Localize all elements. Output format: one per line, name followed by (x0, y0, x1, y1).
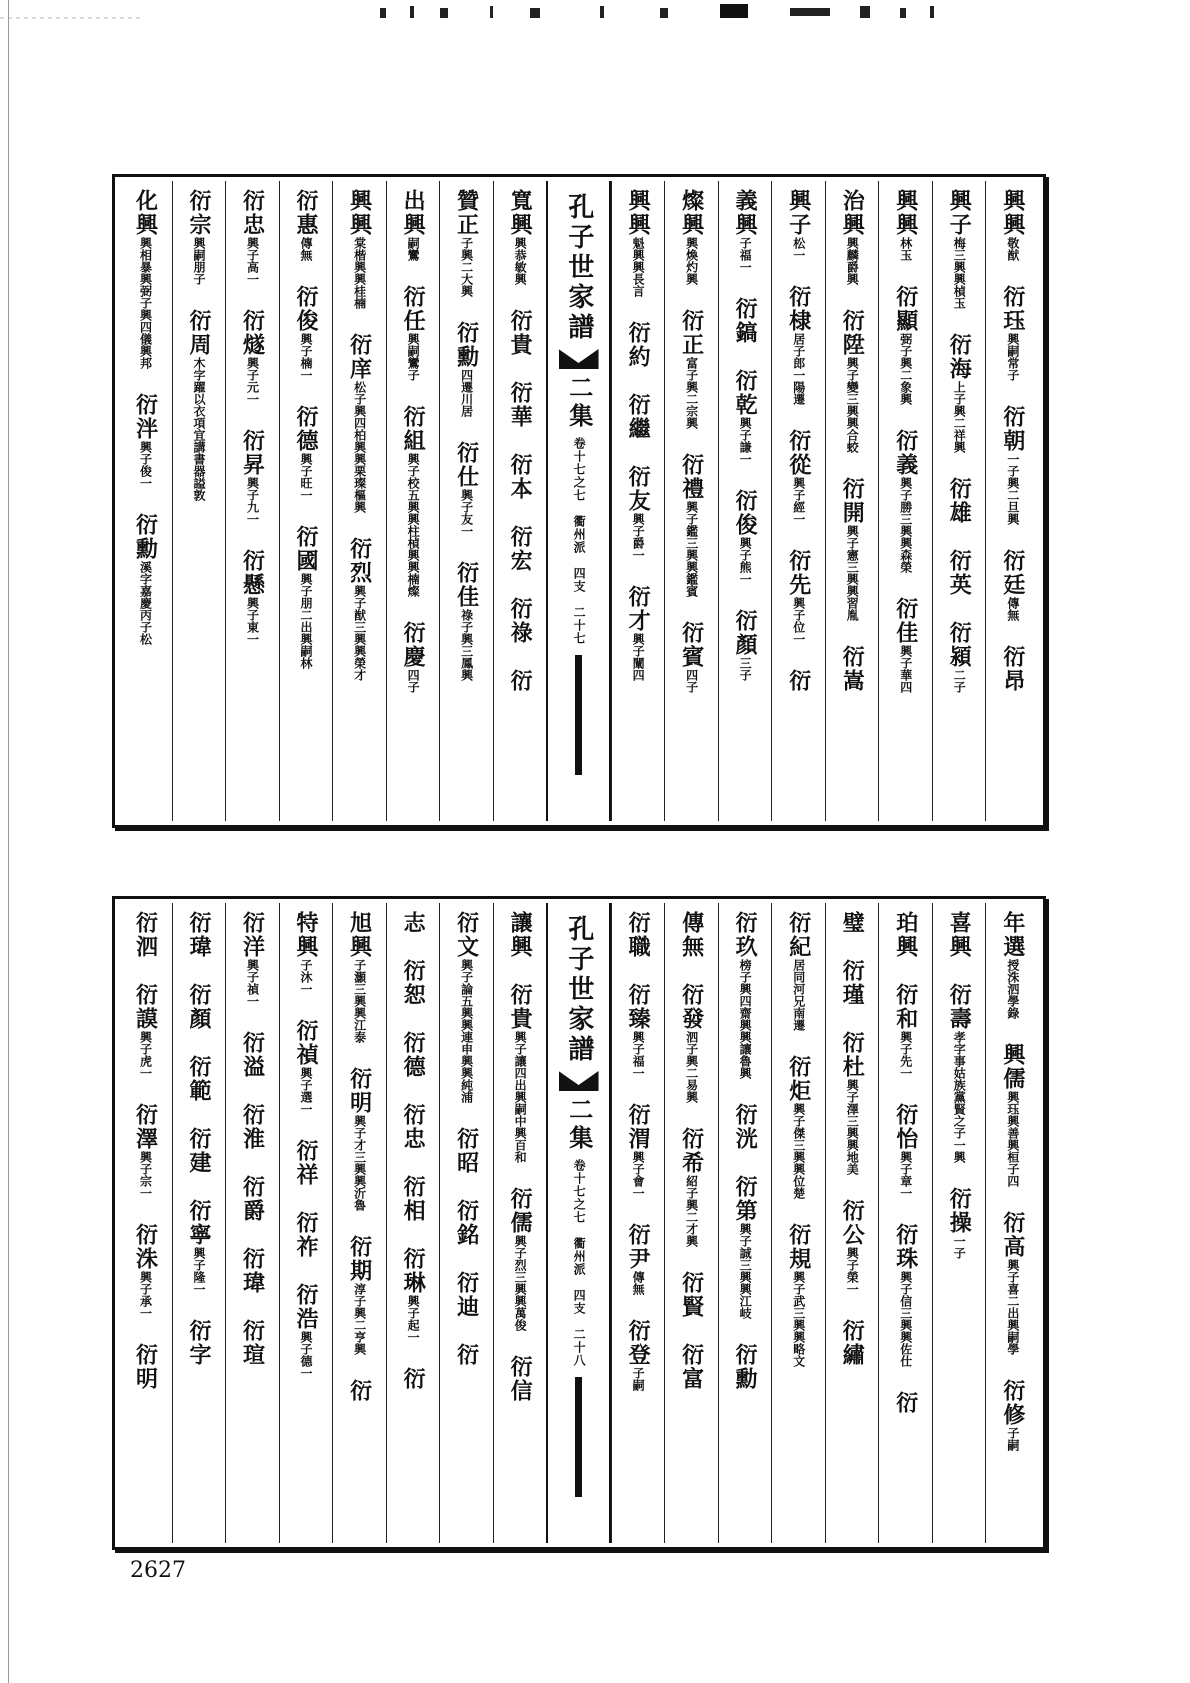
top-column-text: 興子松一 衍棣居子郎一陽遷 衍從興子經一 衍先興子位一 衍 (785, 189, 812, 693)
top-column-15 (172, 181, 226, 821)
top-column-11 (386, 181, 440, 821)
top-column-14 (225, 181, 279, 821)
top-margin-bar (575, 655, 582, 775)
top-fishtail-mark (559, 349, 599, 369)
top-column-13 (279, 181, 333, 821)
bottom-column-10 (439, 903, 493, 1543)
top-column-16 (119, 181, 172, 821)
bottom-column-text: 衍泗 衍謨興子虎一 衍澤興子宗一 衍洙興子承一 衍明 (132, 911, 159, 1391)
bottom-column-text: 璧 衍瑾 衍杜興子澤三興興地美 衍公興子榮一 衍繡 (839, 911, 866, 1367)
bottom-column-text: 衍瑋 衍顏 衍範 衍建 衍寧興子隆一 衍字 (185, 911, 212, 1367)
top-column-text: 贊正子興二大興 衍勳四遷川居 衍仕興子友一 衍佳祿子興三鳳興 (453, 189, 480, 681)
bottom-column-15 (172, 903, 226, 1543)
top-edge-marks-graphic (0, 0, 1190, 22)
top-column-text: 義興子福一 衍鎬 衍乾興子謙一 衍俊興子熊一 衍顏三子 (732, 189, 759, 681)
top-column-text: 燦興興煥灼興 衍正富子興二宗興 衍禮興子鑑三興興鑑賓 衍賓四子 (678, 189, 705, 693)
top-column-text: 出興嗣鸞 衍任興嗣鸞子 衍組興子校五興興柱楨興興楠燦 衍慶四子 (400, 189, 427, 693)
bottom-column-text: 衍文興子論五興興連申興興純浦 衍昭 衍銘 衍迪 衍 (453, 911, 480, 1367)
top-column-8 (611, 181, 665, 821)
bottom-column-text: 珀興 衍和興子先一 衍怡興子章一 衍珠興子信三興興佐仕 衍 (892, 911, 919, 1415)
page-number: 2627 (130, 1558, 186, 1583)
top-column-text: 衍忠興子高一 衍燧興子元一 衍昇興子九一 衍懸興子東一 (239, 189, 266, 645)
bottom-fishtail-mark (559, 1071, 599, 1091)
bottom-column-4 (825, 903, 879, 1543)
top-column-6 (718, 181, 772, 821)
bottom-volume: 二集 (564, 1097, 594, 1153)
top-column-9 (493, 181, 547, 821)
bottom-column-7 (664, 903, 718, 1543)
bottom-column-2 (932, 903, 986, 1543)
bottom-column-text: 讓興 衍貴興子讓四出興嗣中興百和 衍儒興子烈三興興萬俊 衍信 (507, 911, 534, 1403)
top-book-title: 孔子世家譜 (563, 193, 594, 343)
top-column-text: 治興興麟爵興 衍陞興子變三興興合蛟 衍開興子憲三興興習胤 衍嵩 (839, 189, 866, 693)
bottom-column-14 (225, 903, 279, 1543)
bottom-column-8 (611, 903, 665, 1543)
bottom-book-title: 孔子世家譜 (563, 915, 594, 1065)
top-column-text: 興興敬猷 衍珏興嗣常子 衍朝一子興二旦興 衍廷傳無 衍昂 (999, 189, 1026, 693)
bottom-column-text: 衍職 衍臻興子福一 衍渭興子會一 衍尹傳無 衍登子嗣 (625, 911, 652, 1391)
bottom-title-column (546, 903, 610, 1543)
top-column-text: 興興林玉 衍顯弼子興二象興 衍義興子勝三興興森榮 衍佳興子華四 (892, 189, 919, 693)
page-left-edge (8, 0, 9, 1683)
bottom-column-text: 衍紀居同河兄南遷 衍炬興子傑三興興位楚 衍規興子武三興興略文 (785, 911, 812, 1367)
bottom-column-text: 旭興子灝三興興江泰 衍明興子才三興興沂魯 衍期淳子興二亨興 衍 (346, 911, 373, 1403)
bottom-column-3 (878, 903, 932, 1543)
top-column-text: 興興魁興興長言 衍約 衍繼 衍友興子爵一 衍才興子闡四 (625, 189, 652, 681)
bottom-column-11 (386, 903, 440, 1543)
genealogy-page-top (112, 174, 1046, 828)
top-column-3 (878, 181, 932, 821)
bottom-column-text: 年選授洙泗學錄 興儒興珏興善興桓子四 衍高興子喜二出興嗣學 衍修子嗣 (999, 911, 1026, 1451)
bottom-column-13 (279, 903, 333, 1543)
bottom-column-1 (985, 903, 1039, 1543)
top-column-text: 興子梅三興興楨玉 衍海上子興二祥興 衍雄 衍英 衍潁二子 (946, 189, 973, 693)
top-columns (119, 181, 1039, 821)
top-column-7 (664, 181, 718, 821)
top-column-2 (932, 181, 986, 821)
bottom-column-16 (119, 903, 172, 1543)
top-column-4 (825, 181, 879, 821)
top-edge-marks (0, 0, 1190, 22)
top-chapter-info: 卷十七之七 衢州派 四支 二十七 (572, 437, 587, 645)
bottom-column-text: 衍洋興子禎一 衍溢 衍淮 衍爵 衍瑋 衍瑄 (239, 911, 266, 1367)
top-column-5 (771, 181, 825, 821)
bottom-column-text: 衍玖榜子興四齋興興讓魯興 衍洸 衍第興子誠三興興江岐 衍勳 (732, 911, 759, 1391)
top-column-text: 化興興相暴興弼子興四儀興邦 衍泮興子俊一 衍勳溪字嘉慶丙子松 (132, 189, 159, 645)
bottom-columns (119, 903, 1039, 1543)
top-column-text: 衍宗興嗣朋子 衍周木字躍以衣項宜講書器謚敦 (185, 189, 212, 501)
bottom-column-9 (493, 903, 547, 1543)
top-column-1 (985, 181, 1039, 821)
top-volume: 二集 (564, 375, 594, 431)
genealogy-page-bottom (112, 896, 1046, 1550)
bottom-column-12 (332, 903, 386, 1543)
top-column-text: 興興棠楷興興桂楠 衍庠松子興四柏興興栗璨樞興 衍烈興子猷三興興榮才 (346, 189, 373, 681)
bottom-margin-bar (575, 1377, 582, 1497)
top-column-text: 寬興興恭敏興 衍貴 衍華 衍本 衍宏 衍祿 衍 (507, 189, 534, 693)
bottom-column-text: 特興子沐一 衍禎興子選一 衍祥 衍祚 衍浩興子德一 (293, 911, 320, 1379)
bottom-chapter-info: 卷十七之七 衢州派 四支 二十八 (572, 1159, 587, 1367)
bottom-column-text: 志 衍恕 衍德 衍忠 衍相 衍琳興子起一 衍 (400, 911, 427, 1391)
top-column-text: 衍惠傳無 衍俊興子楠一 衍德興子旺一 衍國興子朋二出興嗣林 (293, 189, 320, 669)
bottom-column-6 (718, 903, 772, 1543)
top-title-column (546, 181, 610, 821)
bottom-column-5 (771, 903, 825, 1543)
top-column-10 (439, 181, 493, 821)
bottom-column-text: 喜興 衍壽孝字事姑族黨賢之子一興 衍操一子 (946, 911, 973, 1259)
top-column-12 (332, 181, 386, 821)
bottom-column-text: 傳無 衍發泗子興二易興 衍希紹子興二才興 衍賢 衍富 (678, 911, 705, 1391)
